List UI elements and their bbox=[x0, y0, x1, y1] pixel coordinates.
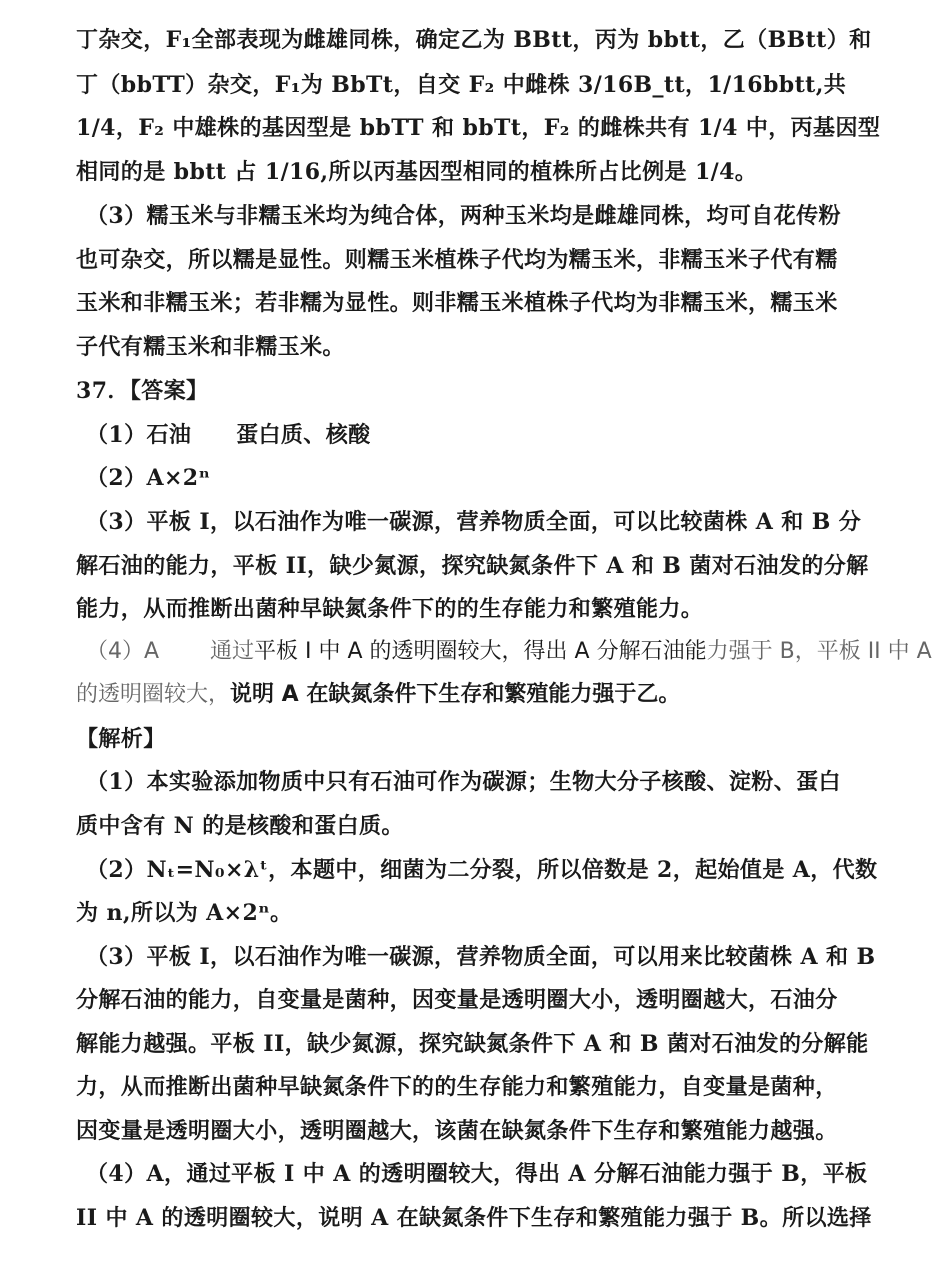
text-line: （3）糯玉米与非糯玉米均为纯合体，两种玉米均是雌雄同株，均可自花传粉 bbox=[86, 203, 841, 229]
text-line: （3）平板 I，以石油作为唯一碳源，营养物质全面，可以用来比较菌株 A 和 B bbox=[86, 944, 876, 970]
text-line: 力，从而推断出菌种早缺氮条件下的的生存能力和繁殖能力，自变量是菌种， bbox=[76, 1074, 838, 1100]
text-fragment: （4）A 通过 bbox=[86, 639, 255, 664]
text-line: 1/4，F₂ 中雄株的基因型是 bbTT 和 bbTt，F₂ 的雌株共有 1/4 中，丙基因型 bbox=[76, 115, 881, 141]
text-line: 解能力越强。平板 II，缺少氮源，探究缺氮条件下 A 和 B 菌对石油发的分解能 bbox=[76, 1031, 869, 1057]
text-fragment: 平板 I 中 A 的透明圈较大，得出 A 分解石油能 bbox=[254, 639, 707, 664]
text-line: （2）A×2ⁿ bbox=[86, 465, 211, 491]
text-line: 为 n,所以为 A×2ⁿ。 bbox=[76, 900, 293, 926]
text-line: 质中含有 N 的是核酸和蛋白质。 bbox=[76, 813, 404, 839]
text-line: 玉米和非糯玉米；若非糯为显性。则非糯玉米植株子代均为非糯玉米，糯玉米 bbox=[76, 290, 838, 316]
text-line: 丁杂交，F₁全部表现为雌雄同株，确定乙为 BBtt，丙为 bbtt，乙（BBtt）和 bbox=[76, 27, 872, 53]
text-line: （1）石油 蛋白质、核酸 bbox=[86, 422, 371, 448]
text-line: （1）本实验添加物质中只有石油可作为碳源；生物大分子核酸、淀粉、蛋白 bbox=[86, 769, 841, 795]
text-fragment: 力强于 B，平板 II 中 A bbox=[706, 639, 932, 664]
text-line: 丁（bbTT）杂交，F₁为 BbTt，自交 F₂ 中雌株 3/16B_tt，1/16bbtt,共 bbox=[76, 72, 847, 98]
text-line: 能力，从而推断出菌种早缺氮条件下的的生存能力和繁殖能力。 bbox=[76, 596, 704, 622]
text-line: （3）平板 I，以石油作为唯一碳源，营养物质全面，可以比较菌株 A 和 B 分 bbox=[86, 509, 862, 535]
text-line: 分解石油的能力，自变量是菌种，因变量是透明圈大小，透明圈越大，石油分 bbox=[76, 987, 838, 1013]
text-line: 子代有糯玉米和非糯玉米。 bbox=[76, 334, 345, 360]
text-line: II 中 A 的透明圈较大，说明 A 在缺氮条件下生存和繁殖能力强于 B。所以选择 bbox=[76, 1205, 872, 1231]
text-line: 相同的是 bbtt 占 1/16,所以丙基因型相同的植株所占比例是 1/4。 bbox=[76, 159, 758, 185]
text-line: 因变量是透明圈大小，透明圈越大，该菌在缺氮条件下生存和繁殖能力越强。 bbox=[76, 1118, 838, 1144]
text-line-mixed bbox=[76, 680, 838, 710]
text-line: （2）Nₜ=N₀×λᵗ，本题中，细菌为二分裂，所以倍数是 2，起始值是 A，代数 bbox=[86, 857, 878, 883]
answer-heading: 37．【答案】 bbox=[76, 378, 209, 404]
text-fragment: 的透明圈较大， bbox=[76, 682, 231, 707]
text-line-mixed bbox=[86, 637, 932, 667]
analysis-heading: 【解析】 bbox=[76, 726, 166, 752]
text-fragment: 说明 A 在缺氮条件下生存和繁殖能力强于乙。 bbox=[230, 682, 681, 707]
text-line: （4）A，通过平板 I 中 A 的透明圈较大，得出 A 分解石油能力强于 B，平板 bbox=[86, 1161, 868, 1187]
text-line: 解石油的能力，平板 II，缺少氮源，探究缺氮条件下 A 和 B 菌对石油发的分解 bbox=[76, 553, 869, 579]
text-line: 也可杂交，所以糯是显性。则糯玉米植株子代均为糯玉米，非糯玉米子代有糯 bbox=[76, 247, 838, 273]
